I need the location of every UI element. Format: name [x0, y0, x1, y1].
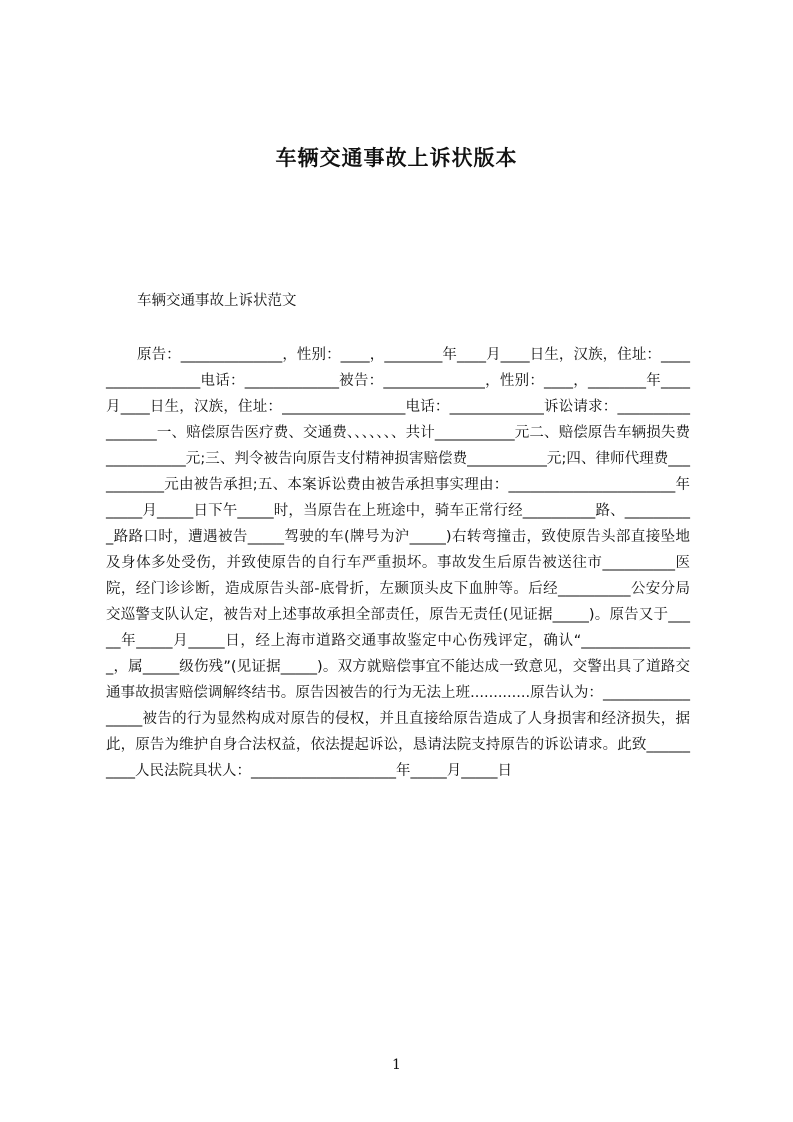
document-title: 车辆交通事故上诉状版本: [275, 146, 518, 170]
page-number: 1: [392, 1057, 401, 1073]
document-body: 原告：______________，性别：____，________年____月____日生，汉族，住址：_________________电话：_____________被告：______________，性别：____，________年____月____日生，汉族，住址：_________________电话：_____________诉讼请求：_________________一、赔偿原告医疗费、交通费、、、、、、、共计___________元二、赔偿原告车辆损失费___________元;三、判令被告向原告支付精神损害赔偿费___________元;四、律师代理费___________元由被告承担;五、本案诉讼费由被告承担事实理由：_______________________年_____月_____日下午_____时，当原告在上班途中，骑车正常行经__________路、__________路路口时，遭遇被告_____驾驶的车(牌号为沪_____)右转弯撞击，致使原告头部直接坠地及身体多处受伤，并致使原告的自行车严重损坏。事故发生后原告被送往市__________医院，经门诊诊断，造成原告头部-底骨折，左颞顶头皮下血肿等。后经__________公安分局交巡警支队认定，被告对上述事故承担全部责任，原告无责任(见证据_____)。原告又于_____年_____月_____日，经上海市道路交通事故鉴定中心伤残评定，确认“________________，属_____级伤残”(见证据_____)。双方就赔偿事宜不能达成一致意见，交警出具了道路交通事故损害赔偿调解终结书。原告因被告的行为无法上班.............原告认为：_________________被告的行为显然构成对原告的侵权，并且直接给原告造成了人身损害和经济损失，据此，原告为维护自身合法权益，依法提起诉讼，恳请法院支持原告的诉讼请求。此致__________人民法院具状人：____________________年_____月_____日: [106, 347, 690, 779]
document-subtitle: 车辆交通事故上诉状范文: [137, 293, 297, 309]
